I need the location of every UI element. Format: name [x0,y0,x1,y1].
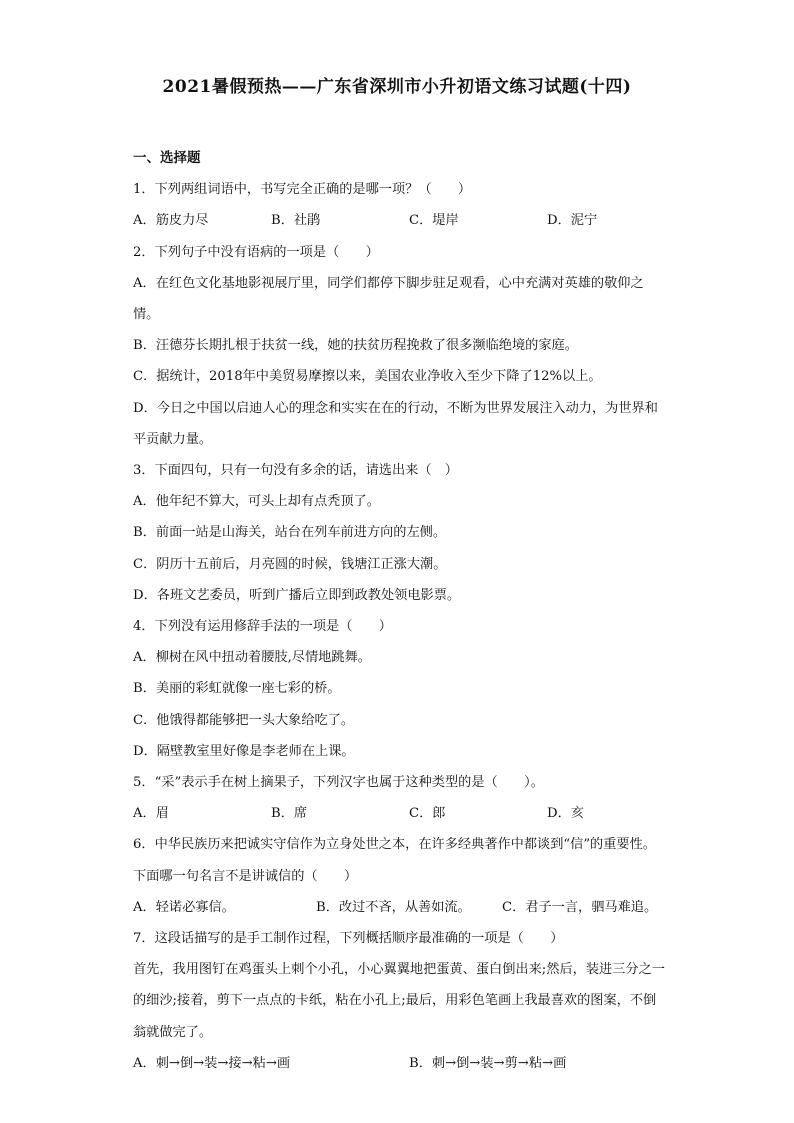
option-c: C．堤岸 [409,213,459,229]
question-4-option-b: B．美丽的彩虹就像一座七彩的桥。 [133,681,341,697]
question-2-stem: 2．下列句子中没有语病的一项是（ ） [133,244,379,260]
question-3-option-d: D．各班文艺委员，听到广播后立即到政教处领电影票。 [133,587,461,603]
option-b: B．刺→倒→装→剪→粘→画 [409,1055,567,1071]
question-7-stem: 7．这段话描写的是手工制作过程，下列概括顺序最准确的一项是（ ） [133,931,564,947]
question-7-passage: 首先，我用图钉在鸡蛋头上刺个小孔，小心翼翼地把蛋黄、蛋白倒出来;然后，装进三分之一的细沙;接着，剪下一点点的卡纸，粘在小孔上;最后，用彩色笔画上我最喜欢的图案，不倒翁就做完了。 [133,962,665,1040]
question-2-option-b: B．汪德芬长期扎根于扶贫一线，她的扶贫历程挽救了很多濒临绝境的家庭。 [133,338,578,354]
question-3-option-a: A．他年纪不算大，可头上却有点秃顶了。 [133,494,380,510]
option-d: D．亥 [547,806,584,822]
question-4-stem: 4．下列没有运用修辞手法的一项是（ ） [133,619,392,635]
question-3-stem: 3．下面四句，只有一句没有多余的话，请选出来（ ） [133,463,458,479]
exam-content [133,143,668,1079]
question-2-option-c: C．据统计，2018年中美贸易摩擦以来，美国农业净收入至少下降了12%以上。 [133,369,602,385]
question-6-options [133,892,668,923]
question-4-option-c: C．他饿得都能够把一头大象给吃了。 [133,712,355,728]
option-a: A．眉 [133,806,169,822]
option-c: C．郎 [409,806,446,822]
option-a: A．刺→倒→装→接→粘→画 [133,1055,291,1071]
question-1-options [133,205,668,236]
section-heading: 一、选择题 [133,150,201,166]
question-4-option-d: D．隔壁教室里好像是李老师在上课。 [133,743,355,759]
question-2-option-d: D．今日之中国以启迪人心的理念和实实在在的行动，不断为世界发展注入动力，为世界和平贡献力量。 [133,400,658,447]
question-6-stem: 6．中华民族历来把诚实守信作为立身处世之本，在许多经典著作中都谈到“信”的重要性。下面哪一句名言不是讲诚信的（ ） [133,837,656,884]
question-3-option-b: B．前面一站是山海关，站台在列车前进方向的左侧。 [133,525,447,541]
question-5-options [133,798,668,829]
question-1-stem: 1．下列两组词语中，书写完全正确的是哪一项？（ ） [133,182,472,198]
question-7-options [133,1048,668,1079]
option-a: A．轻诺必寡信。 [133,899,235,915]
option-d: D．泥宁 [547,213,598,229]
option-c: C．君子一言，驷马难追。 [502,899,658,915]
document-title: 2021暑假预热——广东省深圳市小升初语文练习试题(十四) [162,77,632,97]
question-2-option-a: A．在红色文化基地影视展厅里，同学们都停下脚步驻足观看，心中充满对英雄的敬仰之情。 [133,275,644,323]
question-3-option-c: C．阴历十五前后，月亮圆的时候，钱塘江正涨大潮。 [133,556,447,572]
option-b: B．席 [271,806,308,822]
question-4-option-a: A．柳树在风中扭动着腰肢,尽情地跳舞。 [133,650,371,666]
option-a: A．筋皮力尽 [133,213,209,229]
question-5-stem: 5．“采”表示手在树上摘果子，下列汉字也属于这种类型的是（ ）。 [133,775,544,791]
option-b: B．改过不吝，从善如流。 [316,899,471,915]
option-b: B．社鹃 [271,213,321,229]
